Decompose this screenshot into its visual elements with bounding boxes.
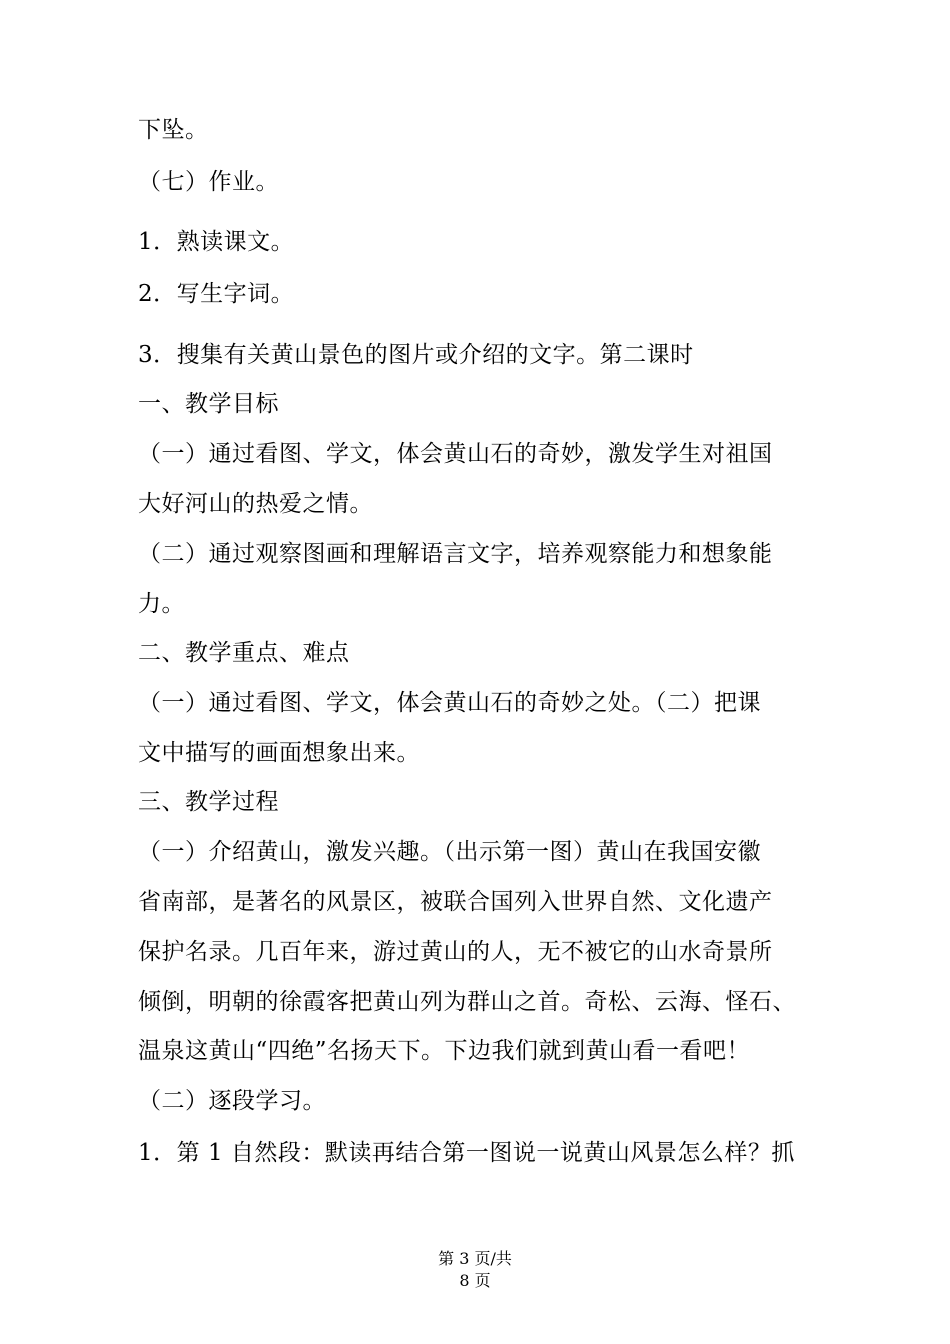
paragraph-line: 文中描写的画面想象出来。: [138, 740, 420, 766]
paragraph-line: 保护名录。几百年来，游过黄山的人，无不被它的山水奇景所: [138, 939, 773, 965]
paragraph-line: （一）通过看图、学文，体会黄山石的奇妙之处。（二）把课: [138, 690, 761, 716]
paragraph-line: 省南部，是著名的风景区，被联合国列入世界自然、文化遗产: [138, 889, 773, 915]
page-number: 第 3 页/共: [438, 1249, 512, 1268]
page-total: 8 页: [459, 1271, 491, 1290]
section-heading: （二）逐段学习。: [138, 1088, 326, 1114]
paragraph-line: 倾倒，明朝的徐霞客把黄山列为群山之首。奇松、云海、怪石、: [138, 989, 796, 1015]
paragraph-line: （一）通过看图、学文，体会黄山石的奇妙，激发学生对祖国: [138, 441, 773, 467]
paragraph-line: （一）介绍黄山，激发兴趣。（出示第一图）黄山在我国安徽: [138, 839, 761, 865]
paragraph-line: 1．第 1 自然段：默读再结合第一图说一说黄山风景怎么样？抓: [138, 1140, 795, 1166]
list-item: 3．搜集有关黄山景色的图片或介绍的文字。第二课时: [138, 342, 694, 368]
text-line: 下坠。: [138, 117, 209, 143]
section-heading: （七）作业。: [138, 169, 279, 195]
list-item: 1．熟读课文。: [138, 229, 295, 255]
paragraph-line: 温泉这黄山“四绝”名扬天下。下边我们就到黄山看一看吧！: [138, 1038, 751, 1064]
paragraph-line: （二）通过观察图画和理解语言文字，培养观察能力和想象能: [138, 541, 773, 567]
section-heading: 三、教学过程: [138, 789, 279, 815]
section-heading: 二、教学重点、难点: [138, 640, 350, 666]
section-heading: 一、教学目标: [138, 391, 279, 417]
list-item: 2．写生字词。: [138, 281, 295, 307]
paragraph-line: 大好河山的热爱之情。: [138, 491, 373, 517]
paragraph-line: 力。: [138, 591, 185, 617]
